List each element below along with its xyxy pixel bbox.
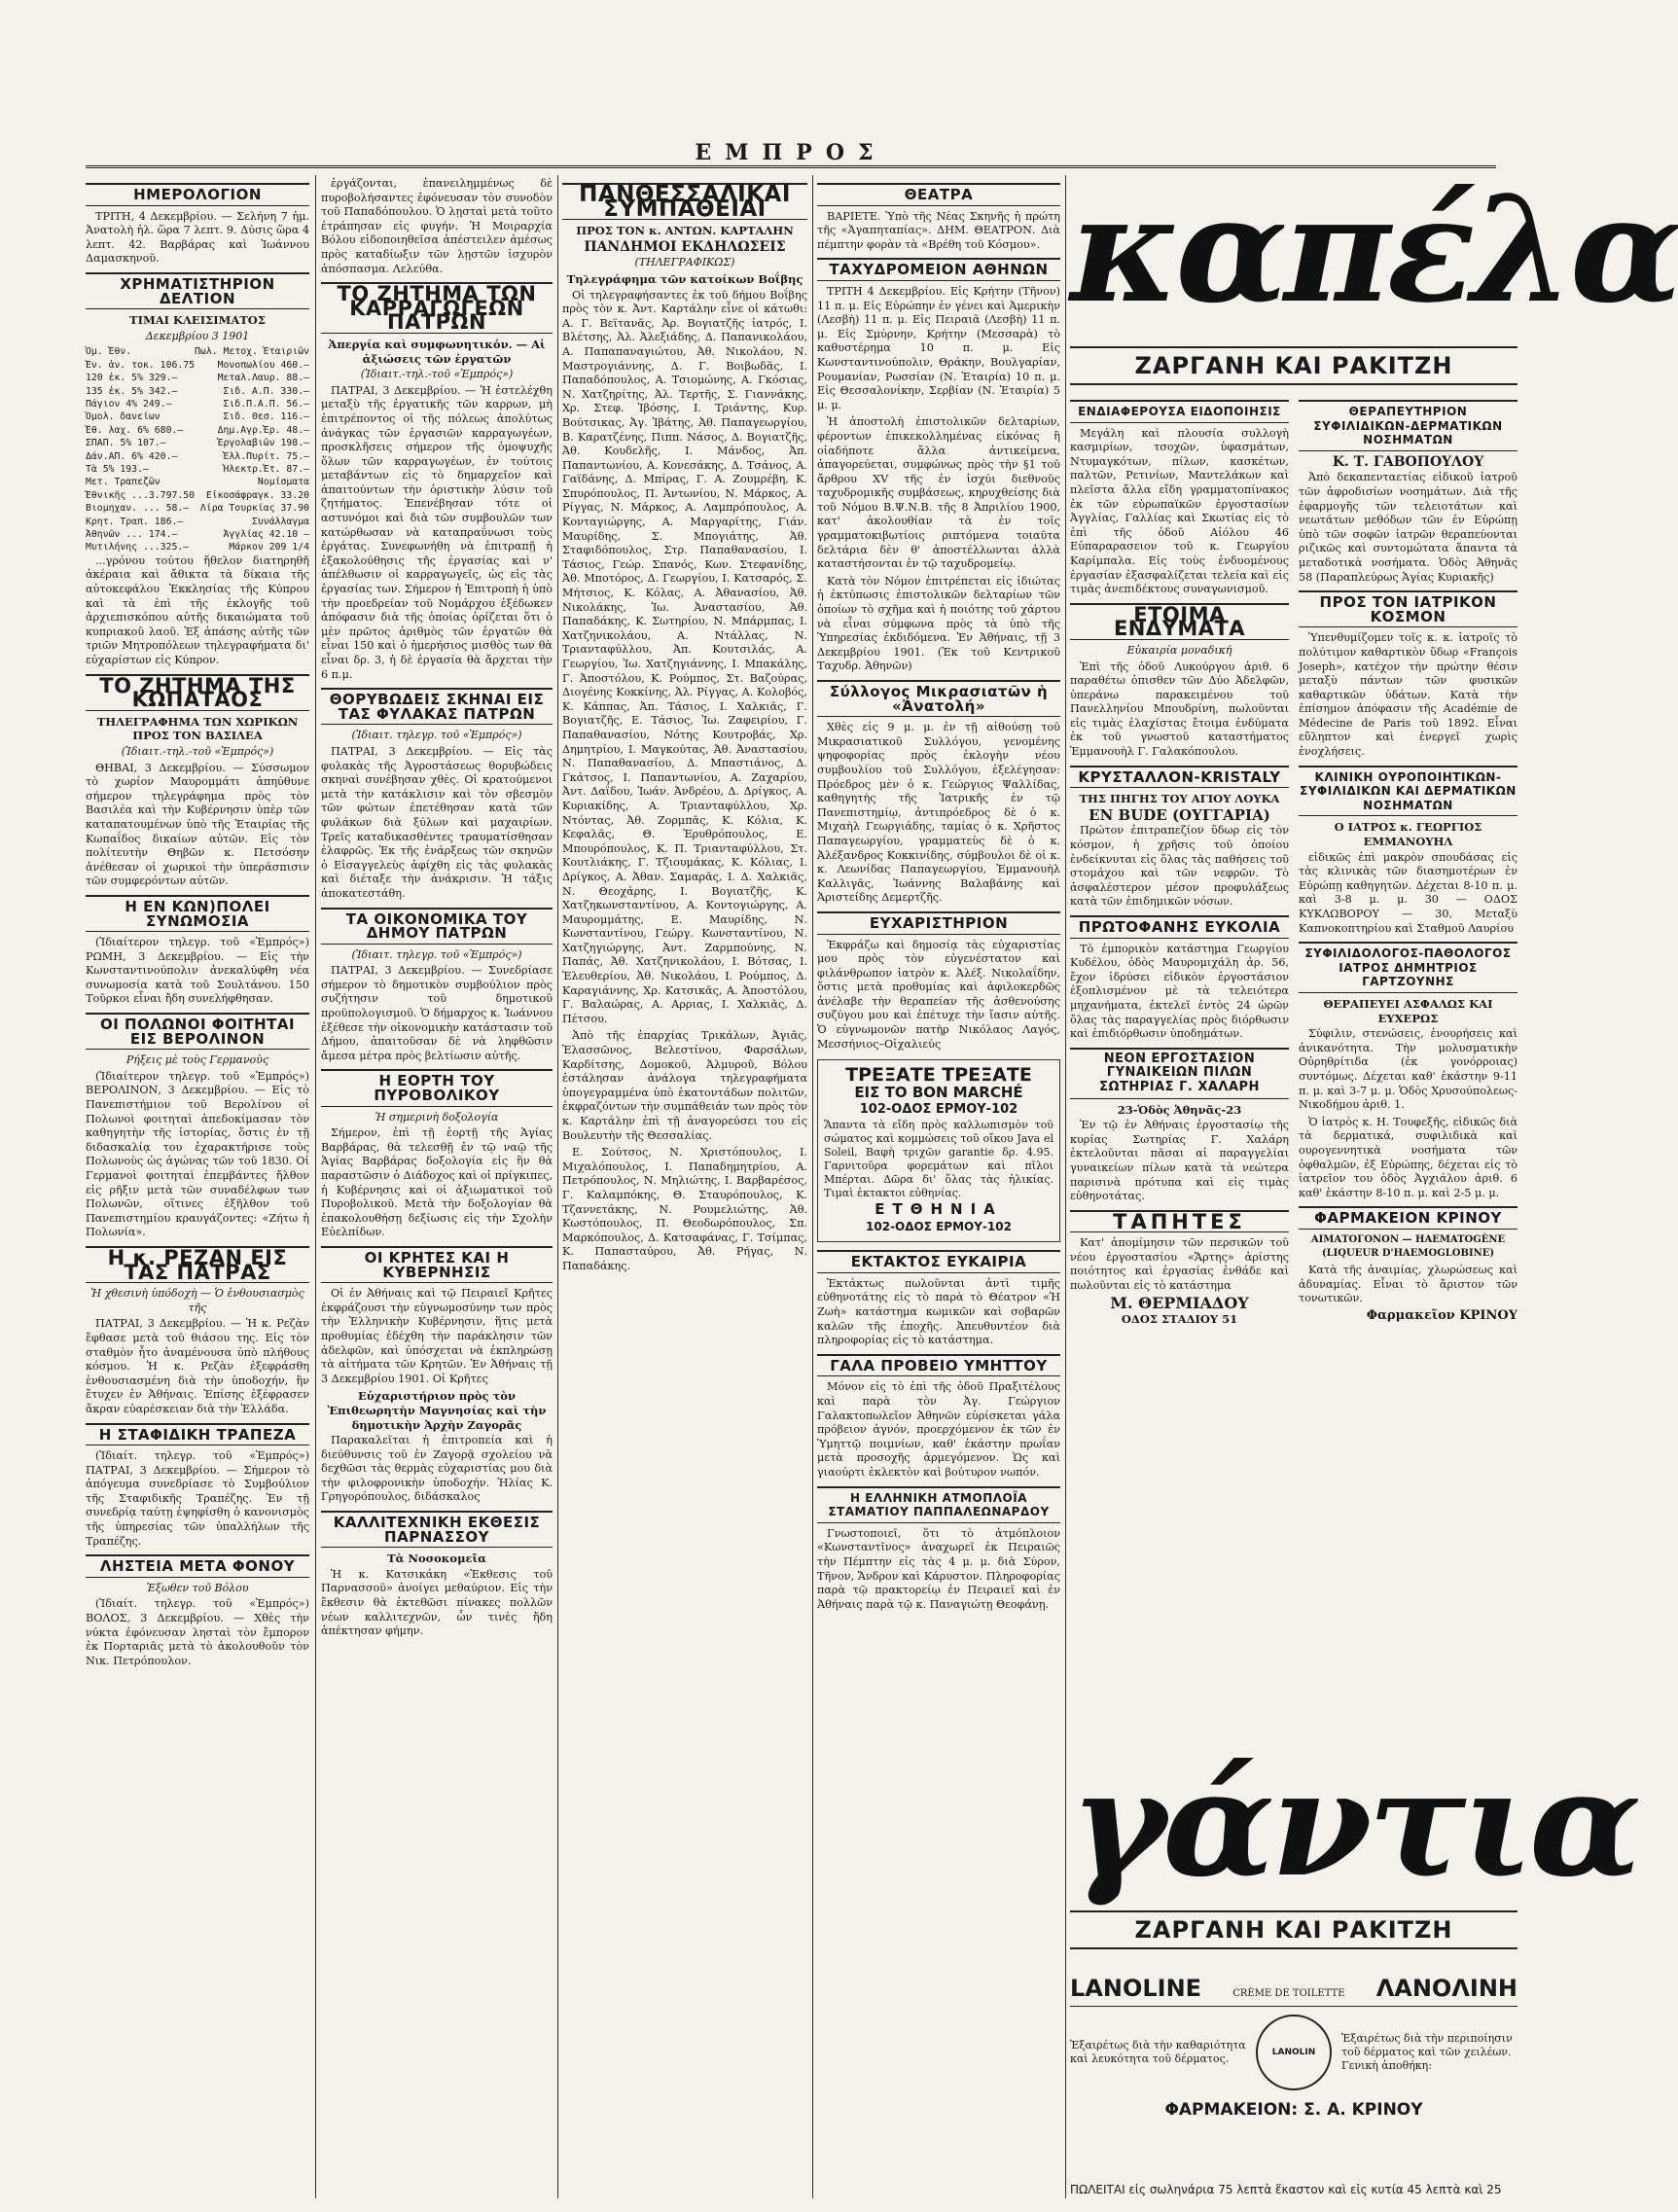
article-source: (Ἰδιαιτ.-τηλ.-τοῦ «Ἐμπρός») — [121, 744, 274, 758]
ad-text: Μεγάλη καὶ πλουσία συλλογὴ κασμιρίων, τσοχῶν, ὑφασμάτων, Ντυμαγκότων, πίλων, κασκέτων, παλτῶν, Ρετινίων, Μαντελάκων καὶ πλεῖστα ἄλλα εἴδη γραμματοπίνακος ἐκ τῶν εὐρωπαϊκῶν ἐργοστασίων Ἀγγλίας, Γαλλίας καὶ Σκωτίας εἰς τὸ ἐπὶ τῆς ὁδοῦ Αἰόλου 46 Εὐπαραρασειον τοῦ κ. Γεωργίου Καρίμπαλα. Εἰς τοὺς ἐνδυομένους ἐργασίαν ἐξασφαλίζεται τελεία καὶ εἰς τιμὰς ἀνεπιδέκτους συναγωνισμοῦ. — [1070, 426, 1289, 596]
ad-text: Ἅπαντα τὰ εἴδη πρὸς καλλωπισμὸν τοῦ σώματος καὶ κομμώσεις τοῦ οἴκου Java el Soleil, Βαφὴ τριχῶν garantie δρ. 4.95. Γαρνιτοῦρα φορεμάτων καὶ πῖλοι Μπέρται. Δῶρα δι' ὅλας τὰς ἡλικίας. Τιμαὶ ἐκτακτοι εὐθηνίας. — [824, 1119, 1053, 1200]
rate-cell: Δάν.ΑΠ. 6% 420.— — [86, 450, 178, 462]
ad-text: Μόνον εἰς τὸ ἐπὶ τῆς ὁδοῦ Πραξιτέλους καὶ παρὰ τὸν Ἀγ. Γεώργιον Γαλακτοπωλεῖον Ἀθηνῶν εὑρίσκεται γάλα πρόβειον ἁγνόν, προερχόμενον ἐκ τῶν ἐν Ὑμηττῷ ποιμνίων, καθ' ἑκάστην πρωΐαν μετὰ προσοχῆς ἀρμεγόμενον. Ὡς καὶ γιαούρτι ἐκλεκτὸν καὶ βούτυρον νωπόν. — [817, 1380, 1060, 1479]
article-subheading: Ἀπεργία καὶ συμφωνητικόν. — Αἱ ἀξιώσεις τῶν ἐργατῶν — [328, 337, 546, 366]
rate-row — [86, 516, 309, 528]
rate-row — [86, 541, 309, 553]
rate-cell: Ἐν. ἀν. τοκ. 106.75 — [86, 359, 196, 371]
article-text: Κατὰ τὸν Νόμον ἐπιτρέπεται εἰς ἰδιώτας ἡ ἐκτύπωσις ἐπιστολικῶν δελταρίων τῶν ὁποίων τὸ σχῆμα καὶ ἡ ποιότης τοῦ χάρτου νὰ εἶναι σύμφωνα πρὸς τὰ ὑπὸ τῆς Ὑπηρεσίας ἐκδιδόμενα. Ἐν Ἀθήναις, τῇ 3 Δεκεμβρίου 1901. (Ἐκ τοῦ Κεντρικοῦ Ταχυδρ. Ἀθηνῶν) — [817, 574, 1060, 673]
rate-cell: Τὰ 5% 193.— — [86, 464, 149, 475]
thanks-heading: Εὐχαριστήριον πρὸς τὸν Ἐπιθεωρητὴν Μαγνησίας καὶ τὴν δημοτικὴν Ἀρχὴν Ζαγορᾶς — [327, 1389, 547, 1432]
rate-cell: Βιομηχαν. ... 58.— — [86, 503, 190, 515]
ad-text: Ἐν τῷ ἐν Ἀθήναις ἐργοστασίῳ τῆς κυρίας Σωτηρίας Γ. Χαλάρη ἐκτελοῦνται πᾶσαι αἱ παραγγελίαι γυναικείων πίλων κατὰ τὰ νεώτερα παρισινὰ πρότυπα καὶ εἰς τιμὰς εὐθηνοτάτας. — [1070, 1119, 1289, 1203]
thanks-text: Παρακαλεῖται ἡ ἐπιτροπεία καὶ ἡ διεύθυνσις τοῦ ἐν Ζαγορᾷ σχολείου νὰ δεχθῶσι τὰς θερμὰς εὐχαριστίας μου διὰ τὴν φιλοφρονικὴν ὑποδοχήν. Ἠλίας Κ. Γρηγορόπουλος, διδάσκαλος — [321, 1434, 553, 1504]
ad-subheading: Εὐκαιρία μοναδική — [1126, 643, 1232, 657]
rate-cell: Σιδ. Α.Π. 330.— — [223, 385, 309, 397]
ad-text: Κατὰ τῆς ἀναιμίας, χλωρώσεως καὶ ἀδυναμίας. Εἶναι τὸ ἄριστον τῶν τονωτικῶν. — [1299, 1264, 1517, 1305]
ad-text: Κατ' ἀπομίμησιν τῶν περσικῶν τοῦ νέου ἐργοστασίου «Ἄρτης» ἀρίστης ποιότητος καὶ ἐργασίας ἐνθάδε καὶ πωλοῦνται εἰς τὸ κατάστημα — [1070, 1236, 1289, 1293]
ad-text: εἰδικῶς ἐπὶ μακρὸν σπουδάσας εἰς τὰς κλινικὰς τῶν διασημοτέρων ἐν Εὐρώπῃ καθηγητῶν. Δέχεται 8-10 π. μ. καὶ 3-8 μ. μ. 30 — ΟΔΟΣ ΚΥΚΛΩΒΟΡΟΥ — 30, Μεταξὺ Καπνοκοπτηρίου καὶ Σταθμοῦ Λαυρίου — [1299, 850, 1517, 935]
exchange-rates-table — [86, 345, 309, 554]
rate-row — [86, 463, 309, 476]
rate-cell: Νομίσματα — [257, 477, 309, 488]
article-text: ΒΑΡΙΕΤΕ. Ὑπὸ τῆς Νέας Σκηνῆς ἡ πρώτη τῆς «Ἀγαπηταπίας». ΔΗΜ. ΘΕΑΤΡΟΝ. Διὰ πέμπτην φορὰν τὰ «Βρέθη τοῦ Κόσμου». — [817, 209, 1060, 251]
article-source: (Ἰδιαιτ. τηλεγρ. τοῦ «Ἐμπρός») — [351, 947, 522, 961]
rate-cell: Σιδ.Π.Α.Π. 56.— — [223, 398, 309, 410]
article-subheading: ΠΡΟΣ ΤΟΝ κ. ΑΝΤΩΝ. ΚΑΡΤΑΛΗΝ — [576, 224, 794, 238]
ad-signature: Φαρμακεῖον ΚΡΙΝΟΥ — [1366, 1307, 1517, 1323]
ad-subheading: Κ. Τ. ΓΑΒΟΠΟΥΛΟΥ — [1332, 453, 1484, 470]
article-heading: ΟΙ ΚΡΗΤΕΣ ΚΑΙ Η ΚΥΒΕΡΝΗΣΙΣ — [321, 1246, 553, 1283]
rate-cell: 135 ἐκ. 5% 342.— — [86, 385, 178, 397]
article-text: Ἡ ἀποστολὴ ἐπιστολικῶν δελταρίων, φέροντων ἐπικεκολλημένας εἰκόνας ἢ οἱαδήποτε ἄλλα ἀντικείμενα, ἀπαγορεύεται, συμφώνως πρὸς τὴν §1 τοῦ ἄρθρου XV τῆς ἐν ἰσχύι διεθνοῦς ταχυδρομικῆς συμβάσεως, κηρυχθείσης διὰ τοῦ Νόμου Β.Ψ.Ν.Β. τῆς 8 Ἀπριλίου 1900, κατ' ἀκολουθίαν τὰ ἐν τοῖς γραμματοκιβωτίοις ριπτόμενα τοιαῦτα δελτάρια δὲν θ' ἀποστέλλωνται ἀλλὰ καταστήσονται ἐν τῷ ταχυδρομείῳ. — [817, 415, 1060, 571]
rate-cell: Λίρα Τουρκίας 37.90 — [199, 503, 309, 515]
article-subheading: Τηλεγράφημα τῶν κατοίκων Βοΐβης — [566, 271, 803, 286]
rate-cell: Πωλ. Μετοχ. Ἑταιριῶν — [195, 346, 309, 358]
article-heading: Η ΣΤΑΦΙΔΙΚΗ ΤΡΑΠΕΖΑ — [86, 1423, 309, 1446]
article-text: Χθὲς εἰς 9 μ. μ. ἐν τῇ αἰθούσῃ τοῦ Μικρασιατικοῦ Συλλόγου, γενομένης ψηφοφορίας πρὸς ἐκλογὴν νέου συμβουλίου τοῦ Συλλόγου, ἐξελέγησαν: Πρόεδρος μὲν ὁ κ. Γεώργιος Ψαλλίδας, καθηγητὴς τῆς Ἰατρικῆς ἐν τῷ Πανεπιστημίῳ, ἀντιπρόεδρος δὲ ὁ κ. Μιχαὴλ Γεωργιάδης, ταμίας ὁ κ. Χρῆστος Παπαγεωργίου, γραμματεὺς δὲ ὁ κ. Ἀλέξανδρος Κοκκινίδης, σύμβουλοι δὲ οἱ κ. κ. Λεωνίδας Παπαγεωργίου, Ἐμμανουὴλ Καλλιγᾶς, Ἰωάννης Βαλαβάνης καὶ Ἀριστείδης Δεμερτζῆς. — [817, 721, 1060, 905]
article-text: (Ἰδιαίτερον τηλεγρ. τοῦ «Ἐμπρός») ΡΩΜΗ, 3 Δεκεμβρίου. — Εἰς τὴν Κωνσταντινούπολιν ἀνεκαλύφθη νέα συνωμοσία κατὰ τοῦ Σουλτάνου. 150 Τοῦρκοι εἶναι ἤδη συνελήφθησαν. — [86, 936, 309, 1006]
ad-heading: Η ΕΛΛΗΝΙΚΗ ΑΤΜΟΠΛΟΪΑ ΣΤΑΜΑΤΙΟΥ ΠΑΠΠΑΛΕΩΝΑΡΔΟΥ — [817, 1486, 1060, 1523]
lanoline-ad — [1070, 1975, 1517, 2179]
article-text: Ἐκφράζω καὶ δημοσίᾳ τὰς εὐχαριστίας μου πρὸς τὸν εὐγενέστατον καὶ φιλάνθρωπον ἰατρὸν κ. Ἀλέξ. Νικολαΐδην, ὅστις μετὰ προθυμίας καὶ ἀφιλοκερδῶς ἀνέλαβε τὴν θεραπείαν τῆς ἀσθενούσης συζύγου μου καὶ ἐπέτυχε τὴν ἴασιν αὐτῆς. Ὁ εὐγνωμονῶν πατὴρ Νικόλαος Λαγός, Μεσσήνιος–Οἰχαλιεύς — [817, 938, 1060, 1051]
ad-heading: ΕΝΔΙΑΦΕΡΟΥΣΑ ΕΙΔΟΠΟΙΗΣΙΣ — [1070, 400, 1289, 423]
rate-cell: Εἰκοσάφραγκ. 33.20 — [205, 489, 309, 501]
exchange-heading: ΧΡΗΜΑΤΙΣΤΗΡΙΟΝ ΔΕΛΤΙΟΝ — [86, 272, 309, 309]
gloves-script-title: γάντια — [1070, 1738, 1638, 1909]
rate-cell: Κρητ. Τραπ. 186.— — [86, 516, 184, 527]
ad-heading: ΚΛΙΝΙΚΗ ΟΥΡΟΠΟΙΗΤΙΚΩΝ-ΣΥΦΙΛΙΔΙΚΩΝ ΚΑΙ ΔΕΡΜΑΤΙΚΩΝ ΝΟΣΗΜΑΤΩΝ — [1299, 766, 1517, 817]
ad-heading: ΠΡΟΣ ΤΟΝ ΙΑΤΡΙΚΟΝ ΚΟΣΜΟΝ — [1299, 590, 1517, 627]
rate-row — [86, 398, 309, 410]
rate-row — [86, 476, 309, 488]
ad-heading: ΚΡΥΣΤΑΛΛΟΝ-KRISTALY — [1070, 766, 1289, 789]
article-source: (Ἰδιαιτ.-τηλ.-τοῦ «Ἐμπρός») — [360, 368, 514, 381]
rate-cell: Ἑλλ.Πυρίτ. 75.— — [223, 450, 309, 462]
article-text: Οἱ ἐν Ἀθήναις καὶ τῷ Πειραιεῖ Κρῆτες ἐκφράζουσι τὴν εὐγνωμοσύνην των πρὸς τὴν Ἑλληνικὴν Κυβέρνησιν, ἥτις μετὰ προθυμίας ἐδέχθη τὴν παράκλησιν τῶν ἀδελφῶν, καὶ ὑπόσχεται νὰ ἐκπληρώσῃ τὰ αἰτήματα τῶν Κρητῶν. Ἐν Ἀθήναις τῇ 3 Δεκεμβρίου 1901. Οἱ Κρῆτες — [321, 1287, 553, 1385]
ad-subheading: ΤΗΣ ΠΗΓΗΣ ΤΟΥ ΑΓΙΟΥ ΛΟΥΚΑ — [1079, 792, 1280, 806]
ad-heading: ΕΚΤΑΚΤΟΣ ΕΥΚΑΙΡΙΑ — [817, 1250, 1060, 1273]
rate-row — [86, 385, 309, 398]
column-5 — [1070, 394, 1289, 1736]
lanoline-title-greek: ΛΑΝΟΛΙΝΗ — [1375, 1975, 1517, 2002]
ad-subheading: EN BUDE (ΟΥΓΓΑΡΙΑ) — [1089, 805, 1270, 824]
ad-heading: ΠΡΩΤΟΦΑΝΗΣ ΕΥΚΟΛΙΑ — [1070, 915, 1289, 939]
article-text: Ἀπὸ τῆς ἐπαρχίας Τρικάλων, Ἀγιᾶς, Ἐλασσῶνος, Βελεστίνου, Φαρσάλων, Καρδίτσης, Δομοκοῦ, Ἀλμυροῦ, Βόλου ἐστάλησαν ἀνάλογα τηλεγραφήματα ὑπογεγραμμένα ὑπὸ ἑκατοντάδων πολιτῶν, ἐκφραζόντων τὴν συμπάθειάν των πρὸς τὸν κ. Καρτάλην ἐπὶ τῇ ἀναγορεύσει του εἰς Βουλευτὴν τῆς Θεσσαλίας. — [562, 1029, 807, 1142]
article-subheading: ΤΗΛΕΓΡΑΦΗΜΑ ΤΩΝ ΧΩΡΙΚΩΝ ΠΡΟΣ ΤΟΝ ΒΑΣΙΛΕΑ — [96, 714, 299, 743]
lanoline-seal: LANOLIN — [1256, 2015, 1332, 2090]
calendar-text: ΤΡΙΤΗ, 4 Δεκεμβρίου. — Σελήνη 7 ἡμ. Ἀνατολὴ ἡλ. ὥρα 7 λεπτ. 9. Δύσις ὥρα 4 λεπτ. 42. Βαρβάρας καὶ Ἰωάννου Δαμασκηνοῦ. — [86, 209, 309, 266]
ad-text: Τὸ ἐμπορικὸν κατάστημα Γεωργίου Κυδέλου, ὁδὸς Μαυρομιχάλη ἀρ. 56, ἔχον ἱδρύσει εἰδικὸν ἐργοστάσιον ἐξοπλισμένον μὲ τὰ τελειότερα μηχανήματα, ἐκτελεῖ ἐντὸς 24 ὡρῶν ὅλας τὰς παραγγελίας πρὸς διόρθωσιν καὶ ἐπιδιόρθωσιν ὑποδημάτων. — [1070, 942, 1289, 1041]
ad-subheading: ΘΕΡΑΠΕΥΕΙ ΑΣΦΑΛΩΣ ΚΑΙ ΕΥΧΕΡΩΣ — [1323, 996, 1493, 1025]
ad-text: Ἀπὸ δεκαπενταετίας εἰδικοῦ ἰατροῦ τῶν ἀφροδισίων νοσημάτων. Διὰ τῆς ἐφαρμογῆς τῶν τελειοτάτων καὶ νεωτάτων μεθόδων τῶν ἐν Εὐρώπῃ ὑπὸ τῶν σοφῶν ἰατρῶν θεραπεύονται ριζικῶς καὶ συντομώτατα ἅπαντα τὰ μεταδοτικὰ νοσήματα. Ὁδὸς Ἀθηνᾶς 58 (Παραπλεύρως Ἁγίας Κυριακῆς) — [1299, 471, 1517, 584]
brand-name: ΖΑΡΓΑΝΗ ΚΑΙ ΡΑΚΙΤΖΗ — [1070, 346, 1517, 385]
article-heading: ΤΟ ΖΗΤΗΜΑ ΤΗΣ ΚΩΠΑΤΑΟΣ — [86, 674, 309, 711]
ad-heading: ΝΕΟΝ ΕΡΓΟΣΤΑΣΙΟΝ ΓΥΝΑΙΚΕΙΩΝ ΠΙΛΩΝ ΣΩΤΗΡΙΑΣ Γ. ΧΑΛΑΡΗ — [1070, 1048, 1289, 1099]
article-heading: ΘΟΡΥΒΩΔΕΙΣ ΣΚΗΝΑΙ ΕΙΣ ΤΑΣ ΦΥΛΑΚΑΣ ΠΑΤΡΩΝ — [321, 688, 553, 725]
article-text: ἐργάζονται, ἐπανειλημμένως δὲ πυροβολήσαντες ἐφόνευσαν τὸν συνοδὸν τοῦ Παπαδόπουλου. Ὁ λῃσταὶ μετὰ τοῦτο ἐτράπησαν εἰς φυγήν. Ἡ Μοιραρχία Βόλου εἰδοποιηθεῖσα ἀπέστειλεν ἀμέσως πρὸς καταδίωξιν τῶν λῃστῶν ἰσχυρὸν ἀπόσπασμα. Λελεύθα. — [321, 177, 553, 275]
article-heading: Η ΕΝ ΚΩΝ)ΠΟΛΕΙ ΣΥΝΩΜΟΣΙΑ — [86, 895, 309, 932]
rate-row — [86, 437, 309, 449]
rate-row — [86, 410, 309, 423]
rate-cell: Μάρκον 209 1/4 — [229, 542, 309, 553]
rate-cell: Μονοπωλίου 460.— — [217, 359, 309, 371]
article-heading: Σύλλογος Μικρασιατῶν ἡ «Ἀνατολή» — [817, 680, 1060, 717]
column-rule — [315, 175, 316, 2198]
column-3 — [562, 177, 807, 2200]
ad-subheading: Ο ΙΑΤΡΟΣ κ. ΓΕΩΡΓΙΟΣ ΕΜΜΑΝΟΥΗΛ — [1334, 820, 1482, 849]
ad-subheading: 23-Ὁδὸς Ἀθηνᾶς-23 — [1117, 1102, 1242, 1117]
rate-row — [86, 424, 309, 437]
rate-row — [86, 372, 309, 384]
rate-row — [86, 345, 309, 358]
rate-cell: Ἠλεκτρ.Ἐτ. 87.— — [223, 464, 309, 475]
article-subheading: ΠΑΝΔΗΜΟΙ ΕΚΔΗΛΩΣΕΙΣ — [584, 238, 786, 255]
article-heading: Η ΕΟΡΤΗ ΤΟΥ ΠΥΡΟΒΟΛΙΚΟΥ — [321, 1069, 553, 1106]
pharmacy-name: ΦΑΡΜΑΚΕΙΟΝ: Σ. Α. ΚΡΙΝΟΥ — [1164, 2100, 1423, 2120]
article-heading: Η κ. ΡΕΖΑΝ ΕΙΣ ΤΑΣ ΠΑΤΡΑΣ — [86, 1246, 309, 1283]
column-1 — [86, 177, 309, 2200]
article-text: ΘΗΒΑΙ, 3 Δεκεμβρίου. — Σύσσωμον τὸ χωρίον Μαυρομμάτι ἀπηύθυνε σήμερον τηλεγράφημα πρὸς τὸν Βασιλέα καὶ τὴν Κυβέρνησιν ὑπὲρ τῶν καταπατουμένων ὑπὸ τῆς Ἑταιρίας τῆς Κωπαΐδος δικαίων αὐτῶν. Εἰς τὸν πολίτευτὴν Θηβῶν κ. Πετσόσην ἀνέθεσαν οἱ χωρικοὶ τὴν ὑπεράσπισιν τῶν συμφερόντων αὐτῶν. — [86, 761, 309, 888]
rate-row — [86, 528, 309, 541]
ad-text: Ἐξαιρέτως διὰ τὴν καθαριότητα καὶ λευκότητα τοῦ δέρματος. — [1070, 2039, 1246, 2065]
exchange-subheading: ΤΙΜΑΙ ΚΛΕΙΣΙΜΑΤΟΣ — [129, 313, 266, 328]
ad-heading: ΓΑΛΑ ΠΡΟΒΕΙΟ ΥΜΗΤΤΟΥ — [817, 1354, 1060, 1377]
article-text: Ἡ κ. Κατσικάκη «Ἐκθεσις τοῦ Παρνασσοῦ» ἀνοίγει μεθαύριον. Εἰς τὴν ἔκθεσιν θὰ ἐκτεθῶσι πίνακες πολλῶν νέων καλλιτεχνῶν, ὧν τινὲς ἤδη ἀπέκτησαν φήμην. — [321, 1567, 553, 1638]
article-subheading: Ἡ σημερινὴ δοξολογία — [375, 1110, 499, 1124]
rate-cell: Ἐργολαβιῶν 198.— — [217, 438, 309, 449]
article-heading: ΤΟ ΖΗΤΗΜΑ ΤΩΝ ΚΑΡΡΑΓΩΓΕΩΝ ΠΑΤΡΩΝ — [321, 282, 553, 334]
article-heading: ΤΑ ΟΙΚΟΝΟΜΙΚΑ ΤΟΥ ΔΗΜΟΥ ΠΑΤΡΩΝ — [321, 908, 553, 945]
rate-cell: Συνάλλαγμα — [252, 516, 309, 527]
article-heading: ΛΗΣΤΕΙΑ ΜΕΤΑ ΦΟΝΟΥ — [86, 1554, 309, 1578]
hats-script-title: καπέλα — [1070, 164, 1678, 336]
article-text: Οἱ τηλεγραφήσαντες ἐκ τοῦ δήμου Βοΐβης πρὸς τὸν κ. Ἀντ. Καρτάλην εἶνε οἱ κάτωθι: Α. Γ. Βεϊτανᾶς, Ἀρ. Βογιατζῆς ἰατρός, Ι. Βλέτσης, Ἀλ. Ἀλεξιάδης, Δ. Παπανικολάου, Α. Παπαπαναγιώτου, Ἀθ. Νικολάου, Ν. Μαστρογιάννης, Δ. Γ. Βοιβωδᾶς, Ι. Παπαδόπουλος, Α. Τσιομώνης, Α. Γκόσιας, Ν. Χατζηρίτης, Ἀλ. Τερτῆς, Σ. Γιαννάκης, Χρ. Στεφ. Ἰβόσης, Ι. Τριάντης, Κυρ. Βούτσικας, Ἀγ. Ἰβάτης, Ἀθ. Παπαγεωργίου, Β. Καρατζένης, Πιππ. Νάσος, Δ. Βογιατζῆς, Ἀθ. Κουδελῆς, Ι. Μάνδος, Ἀπ. Παπαντωνίου, Α. Κονεσάκης, Δ. Τσάνος, Α. Γαϊδάνης, Δ. Μπίρας, Γ. Α. Ζουμρέβη, Κ. Σπυρόπουλος, Π. Ἀντωνίου, Ν. Μάρκος, Α. Ρίγγας, Ν. Μάρκος, Α. Λαμπρόπουλος, Α. Κονταγιώργης, Α. Μαργαρίτης, Γιάν. Μαυρίδης, Σ. Μπογιάτης, Ἀθ. Σταφιδόπουλος, Στρ. Παπαθανασίου, Ι. Τάσιος, Γεώρ. Σπανός, Κων. Στεφανίδης, Ἀθ. Μποτόρος, Δ. Γεωργίου, Ι. Κατσαρός, Σ. Μήτσιος, Κ. Κόλας, Α. Ἀθανασίου, Ἀθ. Νικολάκης, Ἰω. Ἀναστασίου, Ἀθ. Παπαδάκης, Κ. Σωτηρίου, Ν. Μπάρμπας, Ι. Χατζηνικολάου, Α. Ντάλλας, Ν. Τριανταφύλλου, Ἀπ. Κουτσιλάς, Α. Γεωργίου, Ἰω. Χατζηγιάννης, Ι. Μπακάλης, Γ. Ἀποστόλου, Κ. Ρούμπος, Στ. Βαζούρας, Διογένης Κοκκίνης, Ἀλ. Ρίγγας, Α. Κολοβός, Κ. Κάππας, Ἀπ. Τάσιος, Ι. Χαλκιᾶς, Γ. Βογιατζῆς, Ε. Τάσιος, Ἰω. Ζαφειρίου, Γ. Παπαθανασίου, Νότης Κουτροβάς, Χρ. Δημητρίου, Ι. Μαγκούτας, Ἀθ. Ἀναστασίου, Ν. Παπαθανασίου, Δ. Μπαστιάνος, Δ. Γκάτσος, Ι. Παπαντωνίου, Α. Ζαχαρίου, Ἀντ. Δαΐδου, Ἰωάν. Ἀνδρέου, Δ. Δρίγκος, Α. Κυριακίδης, Α. Τριανταφύλλου, Χρ. Ντόντας, Ἀθ. Ζορμπᾶς, Κ. Κόλια, Κ. Κεφαλᾶς, Θ. Ἐρυθρόπουλος, Ε. Μπουρόπουλος, Κ. Π. Τριανταφύλλου, Στ. Κουτλιάκης, Γ. Τζιουμάκας, Κ. Κόλιας, Ι. Δρίγκος, Α. Ἀθαν. Σαμαρᾶς, Ι. Δ. Χαλκιᾶς, Ν. Θεοχάρης, Ι. Βογιατζῆς, Κ. Χατζηκωνσταντίνου, Α. Κοντογιώργης, Α. Μαυρομμάτης, Ε. Μαυρίδης, Ν. Κωνσταντίνου, Γεώργ. Κωνσταντίνου, Ν. Χατζηγιώργης, Ἀντ. Ζαρμπούνης, Ν. Παπάς, Ἀθ. Χατζηνικολάου, Ι. Βότσας, Ι. Ἐλευθερίου, Ἀθ. Νικολάου, Ι. Ρούμπος, Δ. Καραγιάννης, Χρ. Κατσικᾶς, Α. Ἀποστόλου, Γ. Βαλαώρας, Α. Αρριας, Ι. Χαλκιᾶς, Δ. Πέτσου. — [562, 288, 807, 1025]
article-subheading: Ρήξεις μὲ τοὺς Γερμανοὺς — [125, 1053, 269, 1067]
pricing-line: ΠΩΛΕΙΤΑΙ εἰς σωληνάρια 75 λεπτὰ ἕκαστον καὶ εἰς κυτία 45 λεπτὰ καὶ 25 — [1070, 2183, 1502, 2196]
article-text: Ε. Σούτσος, Ν. Χριστόπουλος, Ι. Μιχαλόπουλος, Ι. Παπαδημητρίου, Α. Πετρόπουλος, Ν. Μηλιώτης, Ι. Βαρβαρέσος, Γ. Καλαμπόκης, Θ. Σταυρόπουλος, Κ. Τζαννετάκης, Ν. Ρουμελιώτης, Ἀθ. Κωστόπουλος, Π. Θεοδωρόπουλος, Σπ. Μαρκόπουλος, Δ. Κατσαφάνας, Γ. Τσίμπας, Κ. Παπασταύρου, Ἀθ. Ρήγας, Ν. Παπαδάκης. — [562, 1146, 807, 1272]
column-rule — [812, 175, 813, 2198]
ad-text: Σύφιλιν, στενώσεις, ἐνουρήσεις καὶ ἀνικανότητα. Τὴν μολυσματικὴν Οὐρηθρίτιδα (ἐκ γονόρροιας) συντόμως. Δέχεται καθ' ἑκάστην 9-11 π. μ. καὶ 3-7 μ. μ. Ὁδὸς Χρυσούπολεως-Νικοδήμου ἀριθ. 1. — [1299, 1027, 1517, 1112]
ad-subheading: ΑΙΜΑΤΟΓΟΝΟΝ — HAEMATOGÈNE (LIQUEUR D'HAEMOGLOBINE) — [1310, 1233, 1506, 1260]
ad-heading: ΤΡΕΞΑΤΕ ΤΡΕΞΑΤΕ — [845, 1064, 1032, 1087]
article-text: Σήμερον, ἐπὶ τῇ ἑορτῇ τῆς Ἁγίας Βαρβάρας, θὰ τελεσθῇ ἐν τῷ ναῷ τῆς Ἁγίας Βαρβάρας δοξολογία εἰς ἣν θὰ παραστῶσιν ὁ Διάδοχος καὶ οἱ πρίγκιπες, ἡ Κυβέρνησις καὶ οἱ ἀξιωματικοὶ τοῦ Πυροβολικοῦ. Μετὰ τὴν δοξολογίαν θὰ ἐπακολουθήσῃ δεξίωσις εἰς τὴν Σχολὴν Εὐελπίδων. — [321, 1126, 553, 1239]
column-2 — [321, 177, 553, 2200]
ad-address: 102-ΟΔΟΣ ΕΡΜΟΥ-102 — [866, 1220, 1012, 1234]
rate-cell: Μεταλ.Λαυρ. 88.— — [217, 373, 309, 384]
column-rule — [1065, 175, 1066, 2198]
rate-cell: Ἐθ. λαχ. 6% 680.— — [86, 424, 184, 436]
article-source: (Ἰδιαιτ. τηλεγρ. τοῦ «Ἐμπρός») — [351, 729, 522, 742]
ad-heading: ΕΤΟΙΜΑ ΕΝΔΥΜΑΤΑ — [1070, 603, 1289, 640]
rate-cell: Μυτιλήνης ...325.— — [86, 542, 190, 553]
article-heading: ΚΑΛΛΙΤΕΧΝΙΚΗ ΕΚΘΕΣΙΣ ΠΑΡΝΑΣΣΟΥ — [321, 1511, 553, 1548]
column-rule — [557, 175, 558, 2198]
article-heading: ΕΥΧΑΡΙΣΤΗΡΙΟΝ — [817, 911, 1060, 935]
ad-heading: ΤΑΠΗΤΕΣ — [1070, 1210, 1289, 1233]
article-text: ...γρόνου τούτου ἤθελον διατηρηθῆ ἀκέραια καὶ ἄθικτα τὰ δίκαια τῆς αὐτοκεφάλου Ἐκκλησίας τῆς Κύπρου καὶ τὰ ἐπὶ τῆς ἐκλογῆς τοῦ ἀρχιεπισκόπου αὐτῆς δικαιώματα τοῦ κυπριακοῦ λαοῦ. Ἐξ ἀπάσης αὐτῆς τῶν τριῶν Μητροπόλεων τηλεγραφήματα δι' εὐχαρίστων εἰς Κύπρον. — [86, 553, 309, 666]
ad-text: Γνωστοποιεῖ, ὅτι τὸ ἀτμόπλοιον «Κωνσταντῖνος» ἀναχωρεῖ ἐκ Πειραιῶς τὴν Πέμπτην εἰς τὰς 4 μ. μ. διὰ Σύρον, Τῆνον, Ἄνδρον καὶ Κάρυστον. Πληροφορίας παρὰ τῷ πρακτορείῳ ἐν Πειραιεῖ καὶ ἐν Ἀθήναις παρὰ τῷ κ. Παναγιώτῃ Θεοφάνῃ. — [817, 1526, 1060, 1611]
ad-text: Ἐπὶ τῆς ὁδοῦ Λυκούργου ἀριθ. 6 παραθέτω ὀπισθεν τῶν Δύο Ἀδελφῶν, ὑπεράνω παρακειμένου τοῦ Πανελληνίου Μπουδρίνη, πωλοῦνται εἰς τιμὰς ἐλαχίστας ἔτοιμα ἐνδύματα ἐκ τοῦ γνωστοῦ καταστήματος Ἐμμανουὴλ Γ. Γαλακόπουλου. — [1070, 660, 1289, 759]
article-text: ΠΑΤΡΑΙ, 3 Δεκεμβρίου. — Ἡ κ. Ρεζὰν ἔφθασε μετὰ τοῦ θιάσου της. Εἰς τὸν σταθμὸν ἦτο ἀναμένουσα ὑπὸ πλήθους κόσμου. Ἡ κ. Ρεζὰν ἐξεφράσθη ἐνθουσιασμένη διὰ τὴν ὑποδοχήν, ἣν ἔτυχεν ἐν Ἀθήναις. Ἐπίσης ἐξέφρασεν ἄκραν εὐαρέσκειαν διὰ τὴν Ἑλλάδα. — [86, 1317, 309, 1415]
ad-heading: ΣΥΦΙΛΙΔΟΛΟΓΟΣ-ΠΑΘΟΛΟΓΟΣ ΙΑΤΡΟΣ ΔΗΜΗΤΡΙΟΣ ΓΑΡΤΖΟΥΝΗΣ — [1299, 942, 1517, 993]
ad-address: 102-ΟΔΟΣ ΕΡΜΟΥ-102 — [859, 1102, 1018, 1118]
hats-banner — [1070, 164, 1678, 395]
rate-cell: Μετ. Τραπεζῶν — [86, 477, 161, 488]
rate-cell: Σιδ. Θεσ. 116.— — [223, 411, 309, 423]
column-6 — [1299, 394, 1517, 1736]
ad-text: Ὁ ἰατρὸς κ. Η. Τουφεξῆς, εἰδικῶς διὰ τὰ δερματικά, συφιλιδικὰ καὶ ουρογεννητικὰ νοσήματα τῶν ὀφθαλμῶν, ἐξ Εὐρώπης, δέχεται εἰς τὸ ἰατρεῖον του ὁδὸς Ἀγχιάλου ἀριθ. 6 καθ' ἑκάστην 8-10 π. μ. καὶ 2-5 μ. μ. — [1299, 1115, 1517, 1199]
ad-text: Ἐξαιρέτως διὰ τὴν περιποίησιν τοῦ δέρματος καὶ τῶν χειλέων. Γενικὴ ἀποθήκη: — [1341, 2032, 1513, 2072]
ad-text: Πρώτον ἐπιτραπεζίον ὕδωρ εἰς τὸν κόσμον, ἡ χρῆσις τοῦ ὁποίου ἐνδείκνυται εἰς ὅλας τὰς παθήσεις τοῦ στομάχου καὶ τῶν νεφρῶν. Τὸ ἀσφαλέστερον μέσον προφυλάξεως κατὰ τῶν ἐπιδημικῶν νόσων. — [1070, 824, 1289, 909]
article-subheading: Τὰ Νοσοκομεῖα — [387, 1552, 486, 1566]
advertisement — [817, 1059, 1060, 1242]
article-subheading: Ἡ χθεσινὴ ὑπόδοχὴ — Ὁ ἐνθουσιασμὸς τῆς — [90, 1287, 304, 1314]
ad-heading: ΕΙΣ ΤΟ BON MARCHÉ — [854, 1084, 1023, 1102]
article-heading: ΟΙ ΠΟΛΩΝΟΙ ΦΟΙΤΗΤΑΙ ΕΙΣ ΒΕΡΟΛΙΝΟΝ — [86, 1013, 309, 1050]
ad-heading: ΦΑΡΜΑΚΕΙΟΝ ΚΡΙΝΟΥ — [1299, 1206, 1517, 1230]
lanoline-subtitle: CRÈME DE TOILETTE — [1232, 1988, 1345, 1999]
article-heading: ΠΑΝΘΕΣΣΑΛΙΚΑΙ ΣΥΜΠΑΘΕΙΑΙ — [562, 183, 807, 220]
ad-address: ΟΔΟΣ ΣΤΑΔΙΟΥ 51 — [1121, 1312, 1238, 1327]
rate-cell: ΣΠΑΠ. 5% 107.— — [86, 438, 166, 449]
rate-cell: 120 ἐκ. 5% 329.— — [86, 373, 178, 384]
ad-heading: ΘΕΡΑΠΕΥΤΗΡΙΟΝ ΣΥΦΙΛΙΔΙΚΩΝ-ΔΕΡΜΑΤΙΚΩΝ ΝΟΣΗΜΑΤΩΝ — [1299, 400, 1517, 451]
rate-cell: Ἀγγλίας 42.10 — — [223, 529, 309, 541]
article-text: ΠΑΤΡΑΙ, 3 Δεκεμβρίου. — Ἡ ἐστελέχθη μεταξὺ τῆς ἐργατικῆς τῶν καρρων, μὴ ἐπιτρέποντος οἱ τῆς πόλεως ἀπολύτως ἀνάγκας τῶν ἐργασιῶν καρραγωγέων, προσκλῆσεις σήμερον τῆς ὁμοψυχῆς ὅλων τῶν καρραγωγέων, ἐν τούτοις μεταβάντων εἰς τὸ δημαρχεῖον καὶ ἀπαιτούντων τὴν ὁριστικὴν λύσιν τοῦ ζητήματος. Ἐπενέβησαν τότε οἱ αστυνόμοι καὶ διὰ τῶν συμβουλῶν των κατώρθωσαν νὰ καταπραΰνωσι τοὺς ἐργάτας. Συνεφωνήθη νὰ ἐπιτραπῇ ἡ ἐξακολούθησις τῆς ἐργασίας καὶ ν' ἀπέλθωσιν οἱ καρραγωγεῖς, ὡς εἰς τὰς ἐργασίας των. Σήμερον ἡ Ἐπιτροπὴ ἡ ὑπὸ τὴν προεδρείαν τοῦ Νομάρχου ἐξέδωκεν ἀπόφασιν διὰ τῆς ὁποίας ὁρίζεται ὅτι ὁ μὲν πρῶτος ἀριθμὸς τῶν ἐργατῶν θὰ εἶναι 150 καὶ ὁ ἡμερήσιος μισθὸς των θὰ εἶναι δρ. 3, ἡ δὲ ἐργασία θὰ ἄρχεται τὴν 6 π.μ. — [321, 383, 553, 681]
article-text: ΤΡΙΤΗ 4 Δεκεμβρίου. Εἰς Κρήτην (Τῆνον) 11 π. μ. Εἰς Εὐρώπην ἐν γένει καὶ Ἀμερικὴν (Λεσβὴ) 11 π. μ. Εἰς Πειραιᾶ (Λεσβὴ) 11 π. μ. Εἰς Σμύρνην, Κρήτην (Μεσσαρὰ) τὸ καθυστέρημα 10 π. μ. Εἰς Κωνσταντινούπολιν, Θράκην, Βουλγαρίαν, Ρουμανίαν, Ρωσσίαν (Ν. Ἐταιρία) 10 π. μ. Εἰς Θεσσαλονίκην, Σερβίαν (Ν. Ἐταιρία) 5 μ. μ. — [817, 284, 1060, 411]
article-subheading: Ἐξωθεν τοῦ Βόλου — [146, 1581, 249, 1594]
rate-cell: Ὁμ. Ἐθν. — [86, 346, 132, 358]
newspaper-name: ΕΜΠΡΟΣ — [695, 140, 887, 165]
article-text: (Ἰδιαίτ. τηλεγρ. τοῦ «Ἐμπρός») ΠΑΤΡΑΙ, 3 Δεκεμβρίου. — Σήμερον τὸ ἀπόγευμα συνεδρίασε τὸ Συμβούλιον τῆς Σταφιδικῆς Τραπέζης. Ἐν τῇ συνεδρίᾳ ταύτῃ ἐψηφίσθη ὁ κανονισμὸς τῆς ὑπηρεσίας τῶν ὑπαλλήλων τῆς Τραπέζης. — [86, 1449, 309, 1548]
rate-row — [86, 450, 309, 463]
article-text: ΠΑΤΡΑΙ, 3 Δεκεμβρίου. — Συνεδρίασε σήμερον τὸ δημοτικὸν συμβούλιον πρὸς συζήτησιν τοῦ δημοτικοῦ προϋπολογισμοῦ. Ὁ δήμαρχος κ. Ἰωάννου ἐξέθεσε τὴν οἰκονομικὴν κατάστασιν τοῦ Δήμου, ἀπαιτοῦσαν δὲ νὰ ληφθῶσιν ἄμεσα μέτρα πρὸς βελτίωσιν αὐτῆς. — [321, 964, 553, 1062]
rate-cell: Ἐθνικῆς ...3.797.50 — [86, 489, 196, 501]
article-text: ΠΑΤΡΑΙ, 3 Δεκεμβρίου. — Εἰς τὰς φυλακὰς τῆς Ἀγροστάσεως θορυβώδεις σκηναὶ συνέβησαν χθὲς. Οἱ κρατούμενοι μετὰ τὴν κατάκλισιν καὶ τὸν σβεσμὸν τῶν φώτων ἐπετέθησαν κατὰ τῶν φυλάκων διὰ ξύλων καὶ μαχαιρίων. Τρεῖς καταδικασθέντες τραυματίσθησαν ἐλαφρῶς. Ἐκ τῆς ἐνάρξεως τῶν σκηνῶν ὁ Εἰσαγγελεὺς ἀφίχθη εἰς τὰς φυλακὰς καὶ διέταξε τὴν ἀνάκρισιν. Ἡ τάξις ἀποκατεστάθη. — [321, 744, 553, 900]
rate-cell: Ἀθηνῶν ... 174.— — [86, 529, 178, 541]
lanoline-title: LANOLINE — [1070, 1975, 1202, 2002]
rate-row — [86, 359, 309, 372]
article-text: (Ἰδιαίτερον τηλεγρ. τοῦ «Ἐμπρός») ΒΕΡΟΛΙΝΟΝ, 3 Δεκεμβρίου. — Εἰς τὸ Πανεπιστήμιον τοῦ Βερολίνου οἱ Πολωνοὶ φοιτηταὶ ἀπεδοκίμασαν τὸν καθηγητὴν τῆς ἱστορίας, ὅστις ἐν τῇ διδασκαλίᾳ του ἐχαρακτήρισε τοὺς Πολωνοὺς ὡς ἀγώνας τῶν τοῦ 1830. Οἱ Γερμανοὶ φοιτηταὶ ἐπεμβάντες ἤλθον εἰς ρῆξιν μετὰ τῶν συναδέλφων των Πολωνῶν, οἵτινες ἐξῆλθον τοῦ Πανεπιστημίου κραυγάζοντες: «Ζήτω ἡ Πολωνία». — [86, 1069, 309, 1239]
rate-cell: Ὁμολ. δανείων — [86, 411, 161, 423]
gloves-banner — [1070, 1738, 1638, 1959]
brand-name: ΖΑΡΓΑΝΗ ΚΑΙ ΡΑΚΙΤΖΗ — [1070, 1910, 1517, 1949]
rate-cell: Δημ.Αγρ.Ἐρ. 48.— — [217, 424, 309, 436]
rate-row — [86, 502, 309, 515]
article-heading: ΤΑΧΥΔΡΟΜΕΙΟΝ ΑΘΗΝΩΝ — [817, 258, 1060, 281]
ad-text: Ἐκτάκτως πωλοῦνται ἀντὶ τιμῆς εὐθηνοτάτης εἰς τὸ παρὰ τὸ Θέατρον «Ἡ Ζωὴ» κατάστημα κωμικῶν καὶ σοβαρῶν καλῶν τῆς ἐποχῆς. Ἀπευθυντέον διὰ πληροφορίας εἰς τὸ κατάστημα. — [817, 1276, 1060, 1347]
ad-text: Ὑπενθυμίζομεν τοῖς κ. κ. ἰατροῖς τὸ πολύτιμον καθαρτικὸν ὕδωρ «François Joseph», κατέχον τὴν πρώτην θέσιν μεταξὺ πάντων τῶν φυσικῶν καθαρτικῶν ὑδάτων. Κατὰ τὴν ἐπίσημον ἀπόφασιν τῆς Académie de Médecine de Paris τοῦ 1892. Εἶναι εὔληπτον καὶ ἐνεργεῖ χωρὶς ἐνοχλήσεις. — [1299, 631, 1517, 759]
ad-heading: ΕΤΘΗΝΙΑ — [875, 1200, 1003, 1219]
calendar-heading: ΗΜΕΡΟΛΟΓΙΟΝ — [86, 183, 309, 206]
rate-cell: Πάγιον 4% 249.— — [86, 398, 172, 410]
rate-row — [86, 489, 309, 502]
column-4 — [817, 177, 1060, 2200]
exchange-date: Δεκεμβρίου 3 1901 — [145, 329, 250, 342]
article-text: (Ἰδιαίτ. τηλεγρ. τοῦ «Ἐμπρός») ΒΟΛΟΣ, 3 Δεκεμβρίου. — Χθὲς τὴν νύκτα ἐφόνευσαν λησταὶ τὸν ἔμπορον ἐκ Πορταριᾶς μετὰ τὸ ἀκολουθοῦν τὸν Νικ. Πετρόπουλον. — [86, 1597, 309, 1667]
article-source: (ΤΗΛΕΓΡΑΦΙΚΩΣ) — [634, 256, 735, 269]
ad-heading: Μ. ΘΕΡΜΙΑΔΟΥ — [1110, 1293, 1249, 1312]
article-heading: ΘΕΑΤΡΑ — [817, 183, 1060, 206]
